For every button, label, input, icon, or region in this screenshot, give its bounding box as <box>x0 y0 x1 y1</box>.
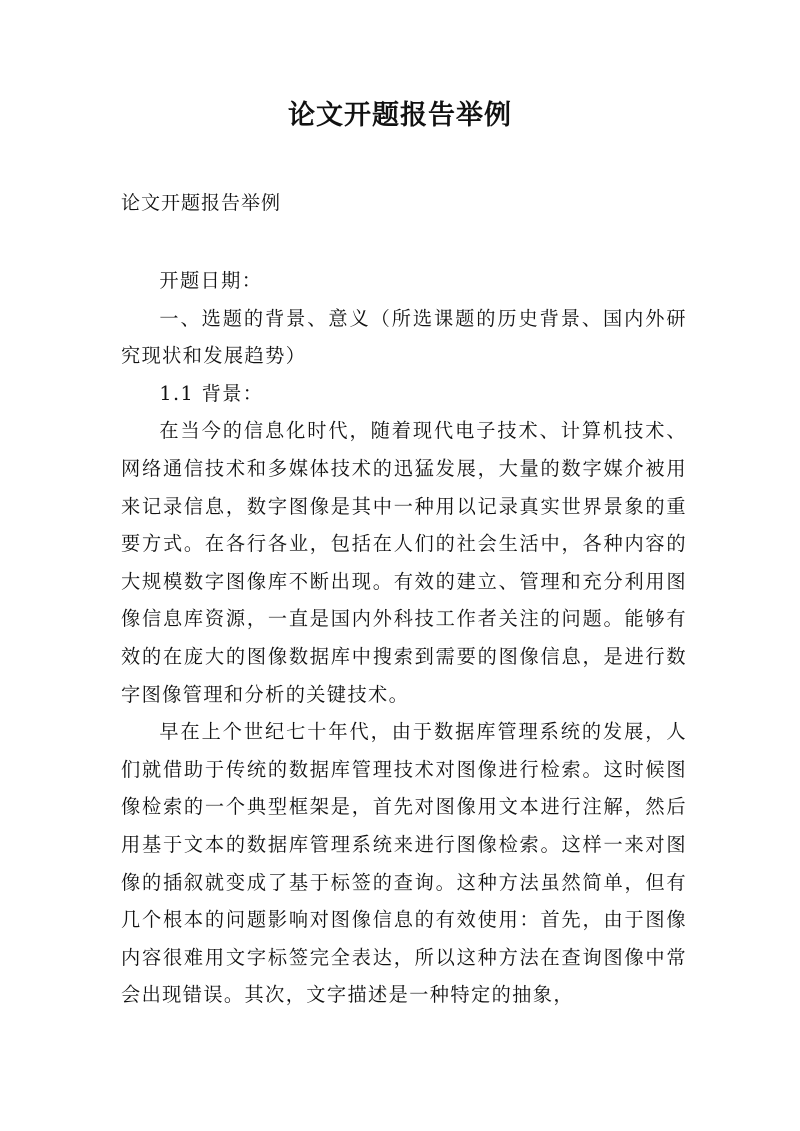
paragraph-history: 早在上个世纪七十年代，由于数据库管理系统的发展，人们就借助于传统的数据库管理技术对图像进行检索。这时候图像检索的一个典型框架是，首先对图像用文本进行注解，然后用基于文本的数据库管理系统来进行图像检索。这样一来对图像的插叙就变成了基于标签的查询。这种方法虽然简单，但有几个根本的问题影响对图像信息的有效使用：首先，由于图像内容很难用文字标签完全表达，所以这种方法在查询图像中常会出现错误。其次，文字描述是一种特定的抽象， <box>121 720 687 1007</box>
document-subtitle: 论文开题报告举例 <box>121 192 282 214</box>
paragraph-opening-date: 开题日期： <box>159 269 263 292</box>
document-body <box>121 262 687 1014</box>
paragraph-subsection-heading: 1.1 背景： <box>159 381 264 405</box>
document-title: 论文开题报告举例 <box>288 100 512 131</box>
paragraph-background: 在当今的信息化时代，随着现代电子技术、计算机技术、网络通信技术和多媒体技术的迅猛发展，大量的数字媒介被用来记录信息，数字图像是其中一种用以记录真实世界景象的重要方式。在各行各业，包括在人们的社会生活中，各种内容的大规模数字图像库不断出现。有效的建立、管理和充分利用图像信息库资源，一直是国内外科技工作者关注的问题。能够有效的在庞大的图像数据库中搜索到需要的图像信息，是进行数字图像管理和分析的关键技术。 <box>121 419 687 706</box>
paragraph-section-heading: 一、选题的背景、意义（所选课题的历史背景、国内外研究现状和发展趋势） <box>121 306 687 368</box>
